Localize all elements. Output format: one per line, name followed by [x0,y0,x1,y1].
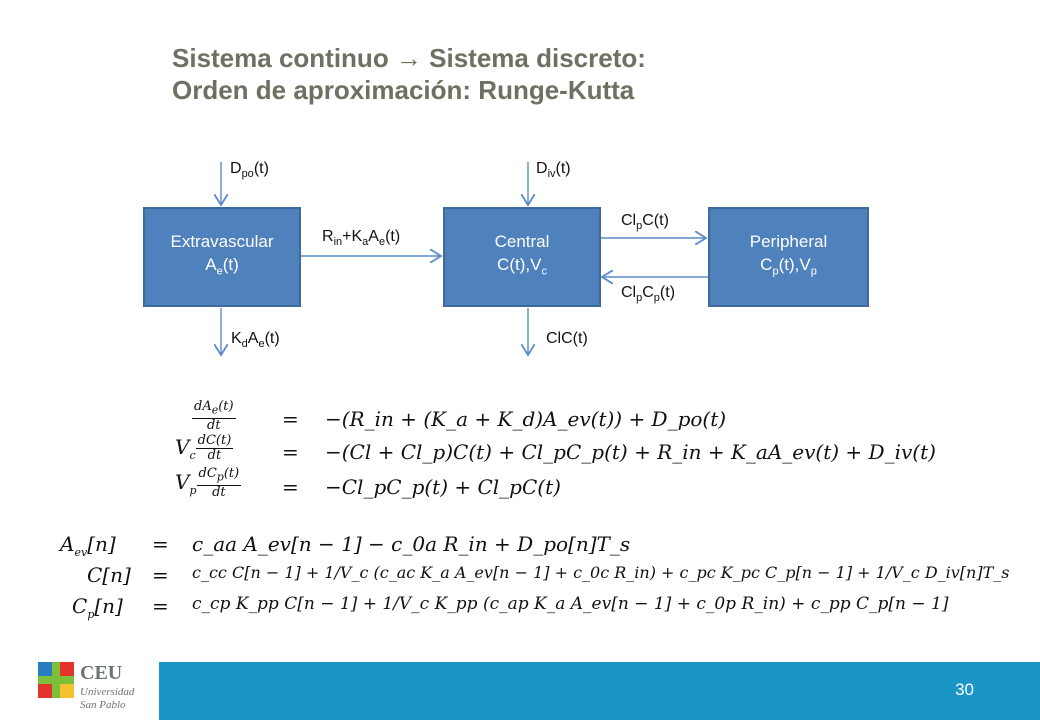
ceu-logo [36,660,156,718]
discrete-eq-1-value: c_aa A_ev[n − 1] − c_0a R_in + D_po[n]T_s [192,532,631,556]
peripheral-label: Peripheral [749,232,828,252]
label-clc: ClC(t) [546,330,588,347]
label-clpcp: $Cl_pC_p(t)$ [621,284,676,305]
continuous-eq-1: $\frac{dA_e(t)}{dt}$ [194,399,234,433]
footer-bar [159,662,1040,720]
logo-name: CEU [80,662,123,684]
continuous-eq-1-value: −(R_in + (K_a + K_d)A_ev(t)) + D_po(t) [325,407,727,431]
ceu-emblem-icon [36,660,76,700]
discrete-eq-2-lhs: C[n] [87,563,131,587]
label-kdae: $K_dA_e(t)$ [231,330,280,351]
extravascular-label: Extravascular [170,232,274,252]
continuous-eq-1-rhs: = [282,407,299,431]
continuous-eq-2: $V_c$ $\frac{dC(t)}{dt}$ [175,433,232,463]
continuous-eq-2-rhs: = [282,440,299,464]
page-number: 30 [955,680,974,699]
central-variable: $C(t),V_c$ [497,255,547,278]
continuous-eq-3-value: −Cl_pC_p(t) + Cl_pC(t) [325,475,561,499]
continuous-eq-2-value: −(Cl + Cl_p)C(t) + Cl_pC_p(t) + R_in + K_aA_ev(t) + D_iv(t) [325,440,936,464]
label-clpc: $Cl_pC(t)$ [621,212,669,233]
discrete-eq-2-value: c_cc C[n − 1] + 1/V_c (c_ac K_a A_ev[n − 1] + c_0c R_in) + c_pc K_pc C_p[n − 1] + 1/V_c D_iv[n]T_s [192,563,1010,582]
central-label: Central [494,232,550,252]
discrete-eq-1-eq: = [152,532,169,556]
discrete-eq-3-eq: = [152,594,169,618]
extravascular-compartment [143,207,301,307]
continuous-eq-3: $V_p$ $\frac{dC_p(t)}{dt}$ [175,466,240,500]
title-line-1: Sistema continuo → Sistema discreto: [172,43,646,73]
peripheral-compartment [708,207,869,307]
peripheral-variable: $C_p(t),V_p$ [760,255,817,278]
title-line-2: Orden de aproximación: Runge-Kutta [172,75,635,105]
logo-subtitle: Universidad San Pablo [80,686,135,711]
label-rin: $R_{in}+K_aA_e(t)$ [322,228,401,249]
discrete-eq-3-value: c_cp K_pp C[n − 1] + 1/V_c K_pp (c_ap K_a A_ev[n − 1] + c_0p R_in) + c_pp C_p[n − 1] [192,594,949,614]
extravascular-variable: $A_e(t)$ [205,255,239,278]
central-compartment [443,207,601,307]
discrete-eq-3-lhs: $C_p[n]$ [72,594,123,621]
label-div: $D_{iv}(t)$ [536,160,571,181]
label-dpo: $D_{po}(t)$ [230,160,269,181]
discrete-eq-2-eq: = [152,563,169,587]
discrete-eq-1-lhs: $A_{ev}[n]$ [60,532,116,559]
continuous-eq-3-rhs: = [282,475,299,499]
